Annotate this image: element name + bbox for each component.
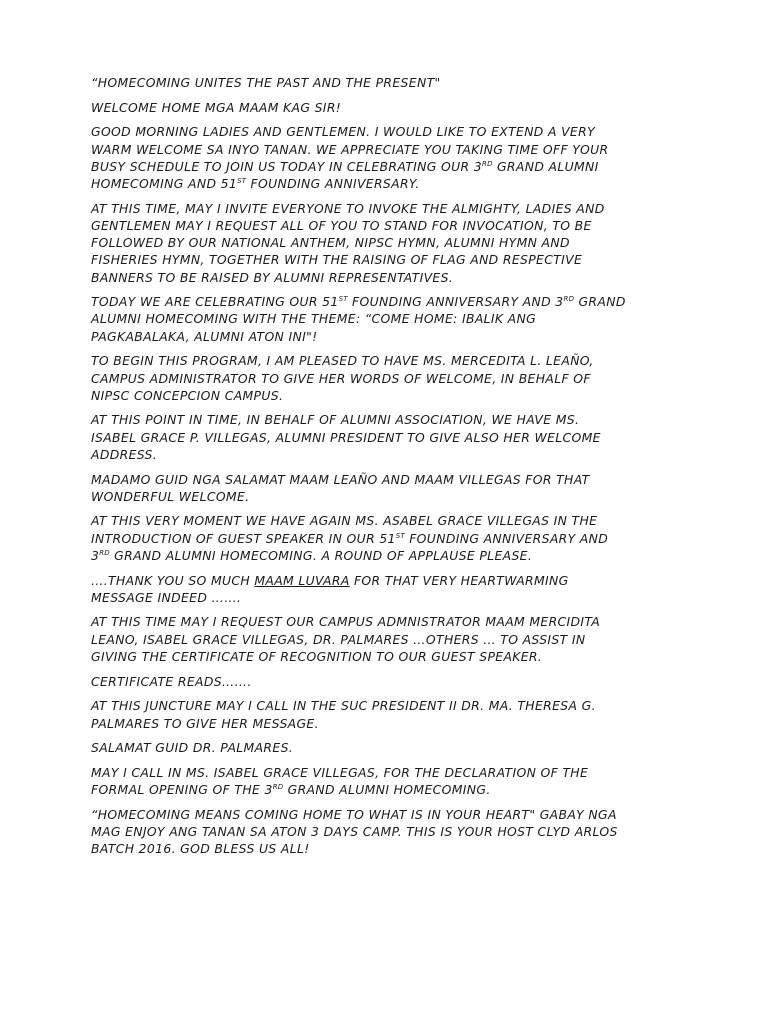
ordinal-superscript: RD bbox=[563, 295, 575, 304]
paragraph-16: “HOMECOMING MEANS COMING HOME TO WHAT IS IN YOUR HEART" GABAY NGA MAG ENJOY ANG TANAN SA ATON 3 DAYS CAMP. THIS IS YOUR HOST CLYD ARLOS BATCH 2016. GOD BLESS US ALL! bbox=[91, 806, 618, 857]
paragraph-15: MAY I CALL IN MS. ISABEL GRACE VILLEGAS, FOR THE DECLARATION OF THE FORMAL OPENING OF THE 3RD GRAND ALUMNI HOMECOMING. bbox=[91, 764, 589, 798]
paragraph-6: TO BEGIN THIS PROGRAM, I AM PLEASED TO HAVE MS. MERCEDITA L. LEAÑO, CAMPUS ADMINISTRATOR TO GIVE HER WORDS OF WELCOME, IN BEHALF OF NIPSC CONCEPCION CAMPUS. bbox=[91, 353, 594, 403]
paragraph-7: AT THIS POINT IN TIME, IN BEHALF OF ALUMNI ASSOCIATION, WE HAVE MS. ISABEL GRACE P. VILLEGAS, ALUMNI PRESIDENT TO GIVE ALSO HER WELCOME ADDRESS. bbox=[91, 412, 601, 462]
ordinal-superscript: ST bbox=[338, 295, 348, 304]
paragraph-13: AT THIS JUNCTURE MAY I CALL IN THE SUC PRESIDENT II DR. MA. THERESA G. PALMARES TO GIVE HER MESSAGE. bbox=[91, 698, 596, 731]
ordinal-superscript: RD bbox=[482, 159, 493, 168]
paragraph-12: CERTIFICATE READS……. bbox=[91, 673, 252, 689]
ordinal-superscript: ST bbox=[237, 177, 247, 186]
paragraph-5: TODAY WE ARE CELEBRATING OUR 51ST FOUNDING ANNIVERSARY AND 3RD GRAND ALUMNI HOMECOMING WITH THE THEME: “COME HOME: IBALIK ANG PAGKABALAKA, ALUMNI ATON INI"! bbox=[91, 294, 626, 344]
paragraph-3: GOOD MORNING LADIES AND GENTLEMEN. I WOULD LIKE TO EXTEND A VERY WARM WELCOME SA INYO TANAN. WE APPRECIATE YOU TAKING TIME OFF YOUR BUSY SCHEDULE TO JOIN US TODAY IN CELEBRATING OUR 3RD GRAND ALUMNI HOMECOMING AND 51ST FOUNDING ANNIVERSARY. bbox=[91, 124, 609, 192]
ordinal-superscript: RD bbox=[272, 783, 284, 792]
underlined-name: MAAM LUVARA bbox=[254, 572, 350, 588]
paragraph-1: “HOMECOMING UNITES THE PAST AND THE PRESENT" bbox=[91, 75, 441, 90]
paragraph-2: WELCOME HOME MGA MAAM KAG SIR! bbox=[91, 99, 342, 115]
ordinal-superscript: ST bbox=[395, 531, 405, 540]
paragraph-9: AT THIS VERY MOMENT WE HAVE AGAIN MS. ASABEL GRACE VILLEGAS IN THE INTRODUCTION OF GUEST SPEAKER IN OUR 51ST FOUNDING ANNIVERSARY AND 3RD GRAND ALUMNI HOMECOMING. A ROUND OF APPLAUSE PLEASE. bbox=[91, 513, 609, 563]
paragraph-4: AT THIS TIME, MAY I INVITE EVERYONE TO INVOKE THE ALMIGHTY, LADIES AND GENTLEMEN MAY I REQUEST ALL OF YOU TO STAND FOR INVOCATION, TO BE FOLLOWED BY OUR NATIONAL ANTHEM, NIPSC HYMN, ALUMNI HYMN AND FISHERIES HYMN, TOGETHER WITH THE RAISING OF FLAG AND RESPECTIVE BANNERS TO BE RAISED BY ALUMNI REPRESENTATIVES. bbox=[91, 200, 605, 285]
ordinal-superscript: RD bbox=[99, 548, 110, 557]
document-body bbox=[91, 74, 691, 865]
paragraph-11: AT THIS TIME MAY I REQUEST OUR CAMPUS ADMNISTRATOR MAAM MERCIDITA LEANO, ISABEL GRACE VILLEGAS, DR. PALMARES …OTHERS … TO ASSIST IN GIVING THE CERTIFICATE OF RECOGNITION TO OUR GUEST SPEAKER. bbox=[91, 614, 601, 664]
paragraph-10: ….THANK YOU SO MUCH MAAM LUVARA FOR THAT VERY HEARTWARMING MESSAGE INDEED ……. bbox=[91, 572, 569, 605]
paragraph-8: MADAMO GUID NGA SALAMAT MAAM LEAÑO AND MAAM VILLEGAS FOR THAT WONDERFUL WELCOME. bbox=[91, 471, 590, 504]
paragraph-14: SALAMAT GUID DR. PALMARES. bbox=[91, 740, 294, 756]
